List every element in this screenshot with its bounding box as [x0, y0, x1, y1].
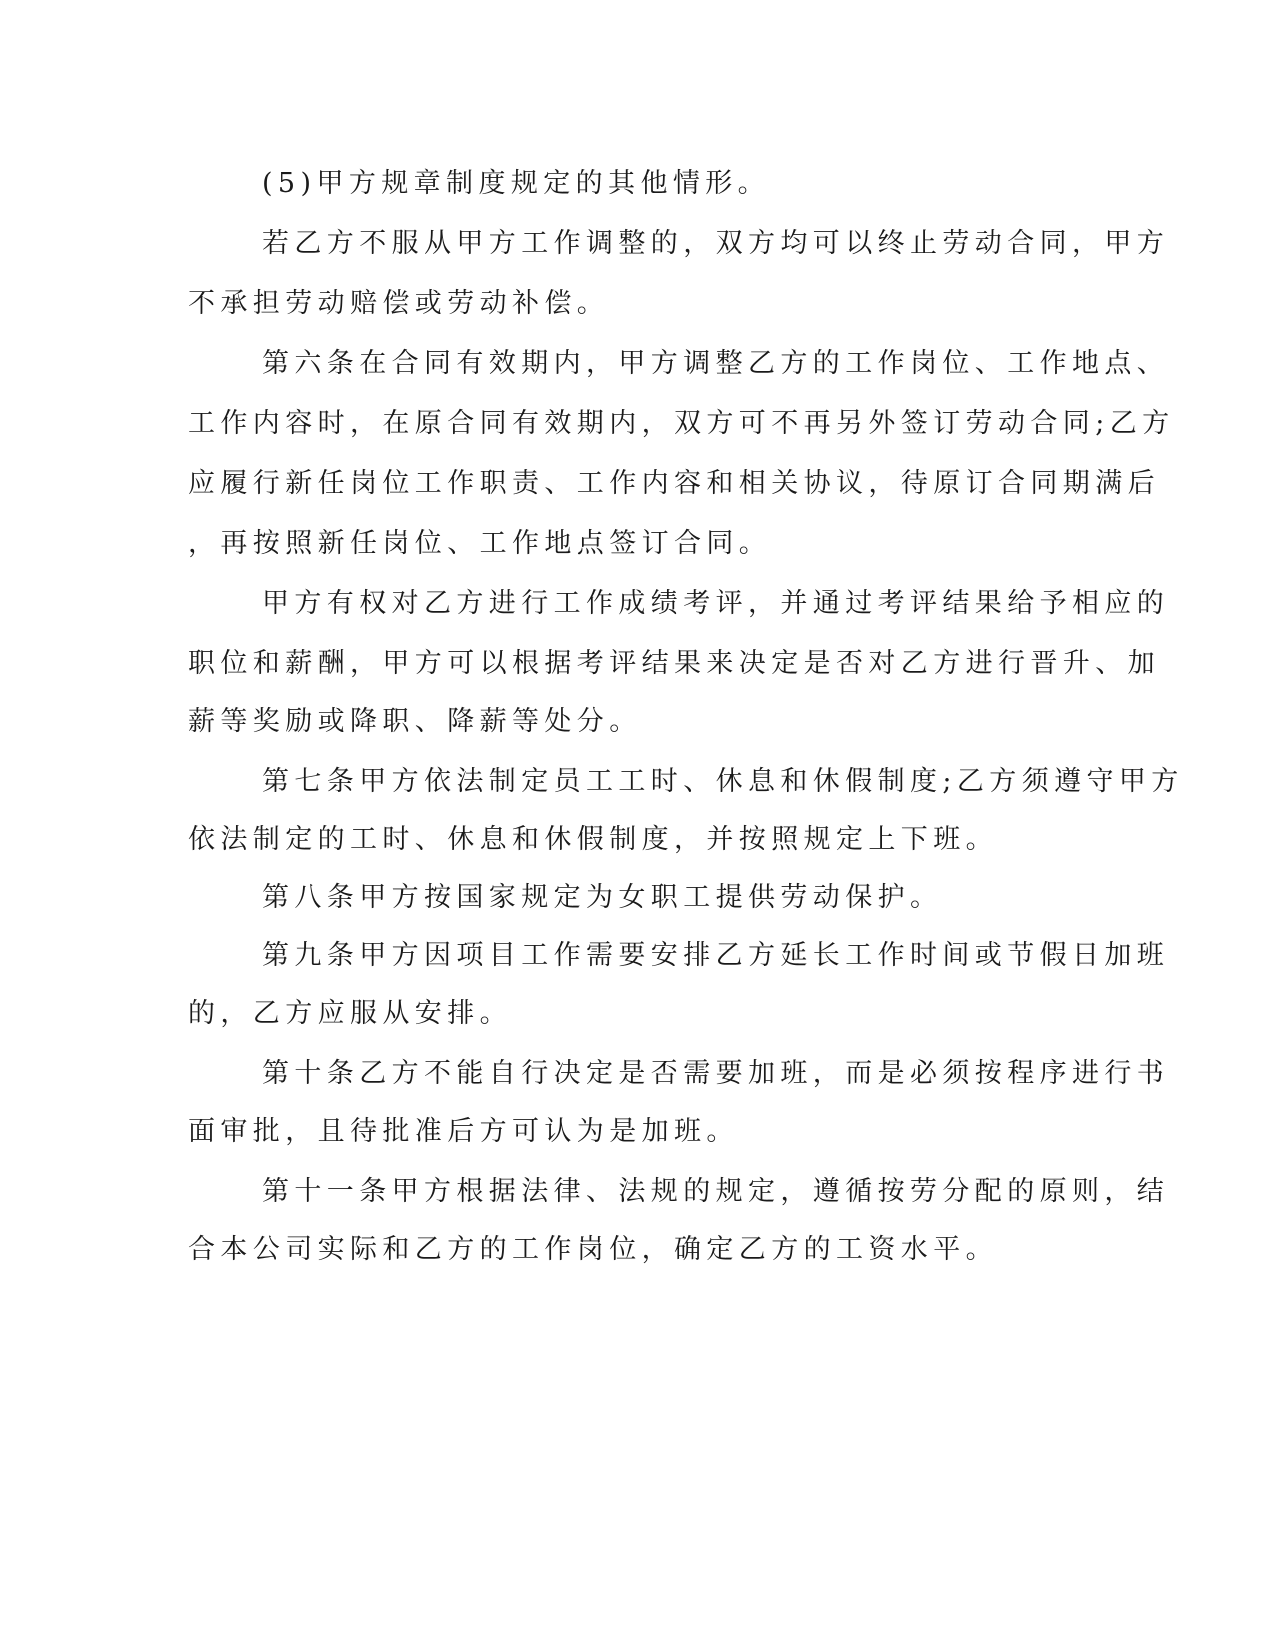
text-line: 第九条甲方因项目工作需要安排乙方延长工作时间或节假日加班: [262, 940, 1170, 971]
text-line: 职位和薪酬，甲方可以根据考评结果来决定是否对乙方进行晋升、加: [188, 648, 1160, 679]
text-line: ，再按照新任岗位、工作地点签订合同。: [188, 528, 772, 559]
text-line: 合本公司实际和乙方的工作岗位，确定乙方的工资水平。: [188, 1234, 998, 1265]
text-line: 应履行新任岗位工作职责、工作内容和相关协议，待原订合同期满后: [188, 468, 1160, 499]
text-line: (5)甲方规章制度规定的其他情形。: [262, 168, 771, 199]
text-line: 甲方有权对乙方进行工作成绩考评，并通过考评结果给予相应的: [262, 588, 1170, 619]
text-line: 工作内容时，在原合同有效期内，双方可不再另外签订劳动合同;乙方: [188, 408, 1175, 439]
text-line: 第七条甲方依法制定员工工时、休息和休假制度;乙方须遵守甲方: [262, 766, 1184, 797]
text-line: 若乙方不服从甲方工作调整的，双方均可以终止劳动合同，甲方: [262, 228, 1170, 259]
text-line: 第十一条甲方根据法律、法规的规定，遵循按劳分配的原则，结: [262, 1176, 1170, 1207]
text-line: 第八条甲方按国家规定为女职工提供劳动保护。: [262, 882, 943, 913]
text-line: 第六条在合同有效期内，甲方调整乙方的工作岗位、工作地点、: [262, 348, 1170, 379]
text-line: 薪等奖励或降职、降薪等处分。: [188, 706, 642, 737]
text-line: 的，乙方应服从安排。: [188, 998, 512, 1029]
text-line: 不承担劳动赔偿或劳动补偿。: [188, 288, 610, 319]
text-line: 面审批，且待批准后方可认为是加班。: [188, 1116, 739, 1147]
text-line: 第十条乙方不能自行决定是否需要加班，而是必须按程序进行书: [262, 1058, 1170, 1089]
text-line: 依法制定的工时、休息和休假制度，并按照规定上下班。: [188, 824, 998, 855]
